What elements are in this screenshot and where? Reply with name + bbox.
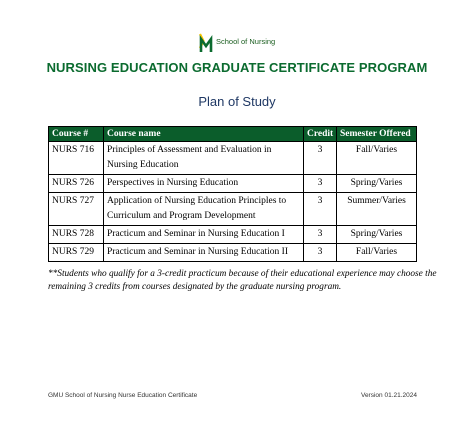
course-name: Application of Nursing Education Principles to Curriculum and Program Development [104,193,304,226]
footer-document-name: GMU School of Nursing Nurse Education Certificate [48,392,198,399]
course-semester: Summer/Varies [337,193,417,226]
course-credit: 3 [304,193,337,226]
header-course-number: Course # [49,127,104,142]
course-credit: 3 [304,226,337,244]
course-semester: Fall/Varies [337,142,417,175]
course-name: Principles of Assessment and Evaluation in Nursing Education [104,142,304,175]
page-title: NURSING EDUCATION GRADUATE CERTIFICATE PROGRAM [46,60,428,75]
course-credit: 3 [304,244,337,262]
course-name: Perspectives in Nursing Education [104,175,304,193]
table-row [49,175,417,193]
course-number: NURS 727 [49,193,104,226]
course-number: NURS 728 [49,226,104,244]
footer-version: Version 01.21.2024 [360,392,417,399]
table-row [49,244,417,262]
course-credit: 3 [304,175,337,193]
school-logo [198,33,275,53]
footnote: **Students who qualify for a 3-credit practicum because of their educational experience may choose the remaining 3 credits from courses designated by the graduate nursing program. [48,269,437,292]
table-row [49,226,417,244]
course-name: Practicum and Seminar in Nursing Education II [104,244,304,262]
course-number: NURS 726 [49,175,104,193]
header-credit: Credit [304,127,337,142]
logo-text: School of Nursing [216,37,276,46]
course-semester: Spring/Varies [337,226,417,244]
course-semester: Fall/Varies [337,244,417,262]
table-row [49,142,417,175]
course-semester: Spring/Varies [337,175,417,193]
plan-of-study-table [48,126,417,262]
course-credit: 3 [304,142,337,175]
header-semester: Semester Offered [337,127,417,142]
course-name: Practicum and Seminar in Nursing Education I [104,226,304,244]
table-row [49,193,417,226]
table-header-row [49,127,417,142]
course-number: NURS 716 [49,142,104,175]
page-subtitle: Plan of Study [198,94,276,109]
header-course-name: Course name [104,127,304,142]
course-number: NURS 729 [49,244,104,262]
gmu-m-logo-icon [198,33,214,53]
